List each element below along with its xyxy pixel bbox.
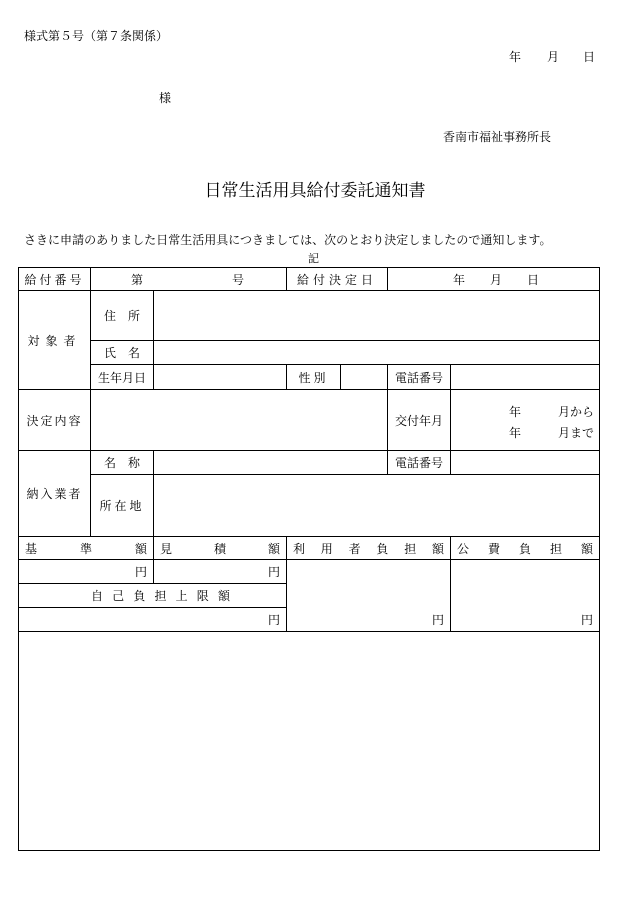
mitsumori-label: [154, 537, 286, 559]
meisho-label: 名 称: [103, 456, 140, 470]
intro-text: さきに申請のありました日常生活用具につきましては、次のとおり決定しましたので通知します。: [24, 233, 552, 247]
table-line: [450, 389, 451, 450]
jusho-label: 住 所: [103, 309, 140, 323]
table-line: [340, 364, 341, 389]
kettei-year-label: 年: [453, 272, 466, 287]
kohi-futan-yen: 円: [580, 613, 593, 627]
remarks-area[interactable]: [19, 632, 599, 850]
gyosha-denwa-label: 電話番号: [394, 456, 443, 470]
table-line: [18, 389, 600, 390]
table-line: [450, 364, 451, 389]
riyosha-futan-yen: 円: [431, 613, 444, 627]
seibetsu-label: 性別: [298, 370, 329, 385]
kohi-futan-label: [451, 537, 599, 559]
kyufu-kettei-bi-label: 給付決定日: [296, 272, 377, 287]
table-line: [90, 474, 600, 475]
date-day-label: 日: [583, 50, 596, 64]
date-month-label: 月: [547, 50, 560, 64]
kettei-naiyo-label: 決定内容: [26, 413, 83, 428]
addressee-suffix: 様: [159, 91, 172, 105]
mitsumori-text: 見 積 額: [160, 541, 280, 556]
riyosha-futan-label: [287, 537, 450, 559]
from-month-label: 月から: [558, 405, 595, 419]
form-number: 様式第５号（第７条関係）: [24, 29, 169, 43]
date-year-label: 年: [509, 50, 522, 64]
shozaichi-label: 所在地: [99, 499, 145, 513]
table-line: [599, 267, 600, 851]
nonyu-gyosha-label: 納入業者: [26, 487, 83, 501]
table-line: [450, 450, 451, 474]
jiko-futan-jogen-text: 自 己 負 担 上 限 額: [91, 589, 230, 603]
table-line: [18, 850, 600, 851]
document-title: 日常生活用具給付委託通知書: [204, 181, 426, 201]
jiko-futan-jogen-label: [19, 584, 286, 607]
table-line: [387, 267, 388, 290]
kijungaku-text: 基 準 額: [25, 541, 147, 556]
mitsumori-yen: 円: [267, 565, 280, 579]
ki-label: 記: [308, 252, 319, 265]
kofu-nengetsu-label: 交付年月: [394, 413, 443, 428]
table-line: [90, 364, 600, 365]
jiko-futan-jogen-yen: 円: [267, 613, 280, 627]
kettei-day-label: 日: [527, 272, 540, 287]
taishosha-label: 対象者: [27, 333, 82, 348]
issuer-name: 香南市福祉事務所長: [443, 130, 552, 144]
kijungaku-yen: 円: [134, 565, 147, 579]
to-year-label: 年: [509, 426, 522, 440]
seinengappi-label: 生年月日: [97, 370, 146, 385]
table-line: [153, 450, 154, 536]
kijungaku-label: [19, 537, 153, 559]
dai-label: 第: [131, 272, 144, 287]
taishosha-denwa-label: 電話番号: [394, 370, 443, 385]
kettei-month-label: 月: [490, 272, 503, 287]
to-month-label: 月まで: [558, 426, 595, 440]
table-line: [90, 340, 600, 341]
kohi-futan-text: 公 費 負 担 額: [457, 541, 593, 556]
shimei-label: 氏 名: [103, 346, 140, 360]
go-label: 号: [232, 272, 245, 287]
kyufu-bango-label: 給付番号: [24, 272, 85, 287]
riyosha-futan-text: 利 用 者 負 担 額: [293, 541, 444, 556]
from-year-label: 年: [509, 405, 522, 419]
table-line: [153, 290, 154, 389]
